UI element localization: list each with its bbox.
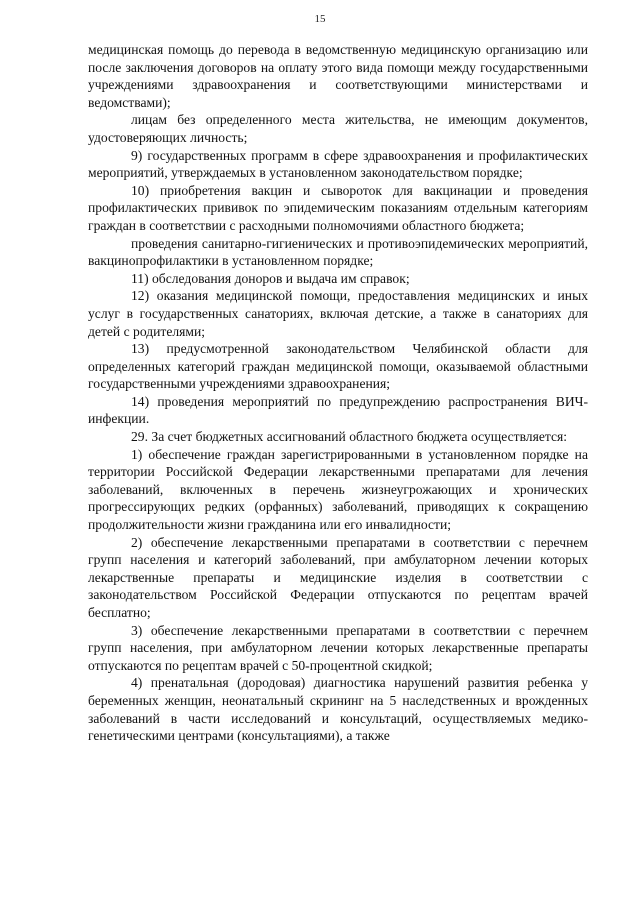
- page-number: 15: [314, 13, 326, 25]
- paragraph-1: медицинская помощь до перевода в ведомственную медицинскую организацию или после заключения договоров на оплату этого вида помощи между государственными учреждениями здравоохранения и соответствующими министерствами и ведомствами);: [88, 42, 588, 110]
- paragraph-3: 9) государственных программ в сфере здравоохранения и профилактических мероприятий, утверждаемых в установленном законодательством порядке;: [88, 147, 588, 181]
- paragraph-13: 3) обеспечение лекарственными препаратами в соответствии с перечнем групп населения, при амбулаторном лечении которых лекарственные препараты отпускаются по рецептам врачей с 50-процентной скидкой;: [88, 622, 588, 673]
- paragraph-14: 4) пренатальная (дородовая) диагностика нарушений развития ребенка у беременных женщин, неонатальный скрининг на 5 наследственных и врожденных заболеваний в части исследований и консультаций, осуществляемых медико-генетическими центрами (консультациями), а также: [88, 675, 588, 744]
- paragraph-11: 1) обеспечение граждан зарегистрированными в установленном порядке на территории Российской Федерации лекарственными препаратами для лечения заболеваний, включенных в перечень жизнеугрожающих и хронических прогрессирующих редких (орфанных) заболеваний, приводящих к сокращению продолжительности жизни гражданина или его инвалидности;: [88, 446, 588, 533]
- paragraph-10: 29. За счет бюджетных ассигнований областного бюджета осуществляется:: [131, 429, 568, 445]
- paragraph-6: 11) обследования доноров и выдача им справок;: [131, 270, 410, 286]
- paragraph-2: лицам без определенного места жительства, не имеющим документов, удостоверяющих личность;: [88, 112, 588, 145]
- paragraph-12: 2) обеспечение лекарственными препаратами в соответствии с перечнем групп населения и категорий заболеваний, при амбулаторном лечении которых лекарственные препараты и медицинские изделия в соответствии с законодательством Российской Федерации отпускаются по рецептам врачей бесплатно;: [88, 534, 588, 620]
- paragraph-9: 14) проведения мероприятий по предупреждению распространения ВИЧ-инфекции.: [88, 393, 588, 427]
- paragraph-7: 12) оказания медицинской помощи, предоставления медицинских и иных услуг в государственных санаториях, включая детские, а также в санаториях для детей с родителями;: [88, 288, 588, 339]
- document-body: [88, 41, 588, 745]
- paragraph-4: 10) приобретения вакцин и сывороток для вакцинации и проведения профилактических прививок по эпидемическим показаниям отдельным категориям граждан в соответствии с расходными полномочиями областного бюджета;: [88, 182, 588, 233]
- paragraph-5: проведения санитарно-гигиенических и противоэпидемических мероприятий, вакцинопрофилактики в установленном порядке;: [88, 235, 588, 269]
- paragraph-8: 13) предусмотренной законодательством Челябинской области для определенных категорий граждан медицинской помощи, оказываемой областными государственными учреждениями здравоохранения;: [88, 341, 588, 392]
